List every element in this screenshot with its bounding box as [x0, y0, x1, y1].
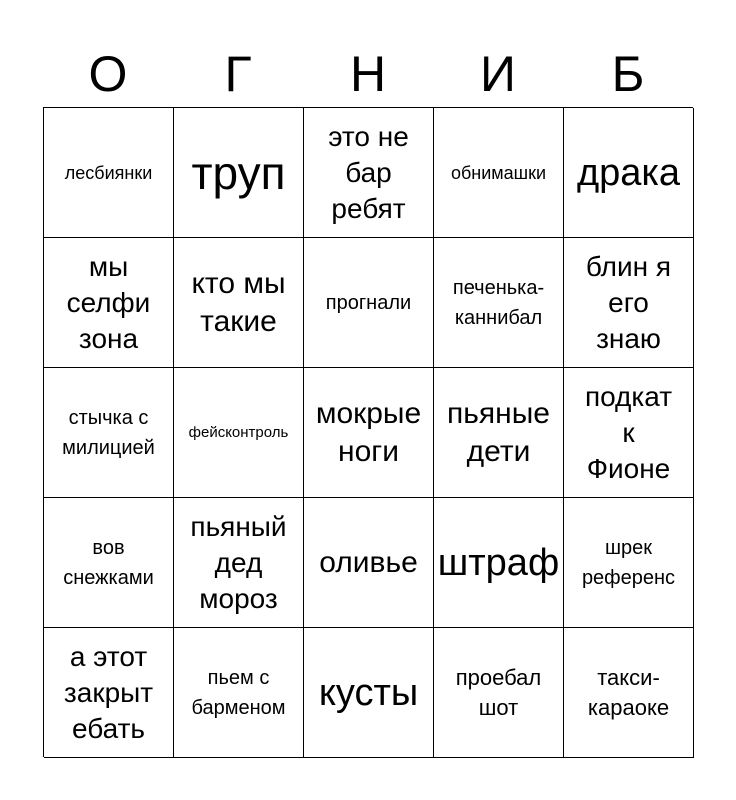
bingo-cell[interactable]: [44, 498, 174, 628]
bingo-cell[interactable]: [564, 498, 694, 628]
bingo-cell[interactable]: [174, 628, 304, 758]
bingo-cell[interactable]: [564, 238, 694, 368]
cell-label: стычка с милицией: [62, 406, 155, 459]
bingo-cell[interactable]: [564, 368, 694, 498]
cell-label: штраф: [437, 541, 560, 584]
bingo-cell[interactable]: [44, 368, 174, 498]
cell-label: пьем с барменом: [191, 666, 286, 719]
cell-label: кто мы такие: [191, 266, 286, 338]
cell-label: это не бар ребят: [328, 120, 409, 224]
cell-label: такси-караоке: [587, 664, 670, 720]
cell-label: подкат к Фионе: [584, 380, 673, 484]
bingo-cell[interactable]: [174, 368, 304, 498]
header-letter-o: О: [88, 46, 128, 102]
cell-label: блин я его знаю: [585, 250, 672, 354]
cell-label: обнимашки: [450, 162, 547, 183]
bingo-cell[interactable]: [44, 108, 174, 238]
cell-label: вов снежками: [63, 536, 154, 589]
bingo-cell[interactable]: [564, 108, 694, 238]
bingo-cell[interactable]: [304, 498, 434, 628]
cell-label: мокрые ноги: [315, 396, 422, 468]
bingo-cell[interactable]: [44, 238, 174, 368]
bingo-cell[interactable]: [304, 238, 434, 368]
cell-label: кусты: [318, 671, 419, 714]
bingo-board: [43, 107, 693, 757]
cell-label: шрек референс: [581, 536, 676, 589]
bingo-cell[interactable]: [434, 108, 564, 238]
bingo-cell[interactable]: [434, 238, 564, 368]
bingo-cell[interactable]: [304, 628, 434, 758]
bingo-header: [43, 40, 693, 108]
header-letter-g: Г: [224, 46, 252, 102]
cell-label: пьяный дед мороз: [190, 510, 287, 614]
header-letter-n: Н: [349, 46, 387, 102]
cell-label: прогнали: [325, 291, 412, 314]
bingo-cell[interactable]: [44, 628, 174, 758]
cell-label: проебал шот: [455, 664, 542, 720]
bingo-cell[interactable]: [304, 108, 434, 238]
bingo-cell[interactable]: [434, 628, 564, 758]
bingo-cell[interactable]: [174, 498, 304, 628]
bingo-cell[interactable]: [564, 628, 694, 758]
cell-label: пьяные дети: [447, 396, 550, 468]
cell-label: фейсконтроль: [188, 423, 289, 441]
cell-label: а этот закрыт ебать: [63, 640, 154, 744]
bingo-cell[interactable]: [434, 498, 564, 628]
bingo-cell[interactable]: [174, 108, 304, 238]
cell-label: мы селфи зона: [66, 250, 151, 354]
header-letter-b: Б: [611, 46, 645, 102]
bingo-cell[interactable]: [174, 238, 304, 368]
cell-label: лесбиянки: [64, 162, 153, 183]
cell-label: труп: [191, 146, 286, 199]
cell-label: оливье: [319, 545, 418, 579]
header-letter-i: И: [480, 46, 516, 102]
bingo-cell[interactable]: [304, 368, 434, 498]
cell-label: печенька-каннибал: [452, 276, 545, 329]
bingo-cell[interactable]: [434, 368, 564, 498]
cell-label: драка: [576, 151, 681, 194]
